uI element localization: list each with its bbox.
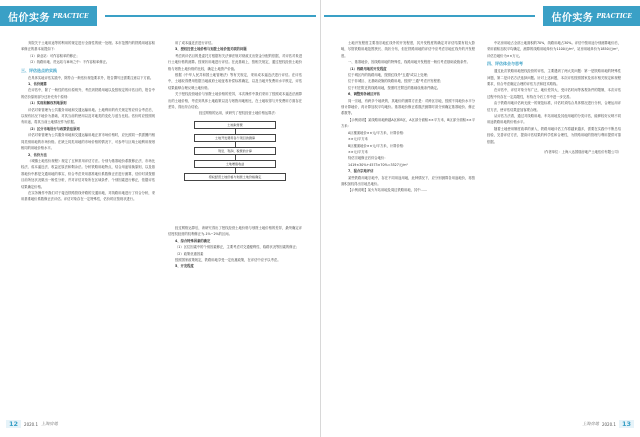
right-column-2 (487, 40, 621, 156)
paragraph: 考虑到评估目的是委托方根据有关法律法规对财政支出资金分配的依据，对评估对象进行土地价格的测算。按现状用地进行评估。在此基础上，按相关规定，通过授权经营土地价格与划拨土地价格的比较，确定土地资产价值。 (168, 53, 302, 71)
calculation-line: 1419×30%+4573×70%=3527元/m² (348, 162, 408, 167)
flow-box-price-determination: 授权经营土地价格与划拨土地价格确定 (184, 173, 286, 181)
paragraph: 从评估方法看，通过对线路用地、车站用地及其他用地的分类评估，能够较好反映不同用途铁路用地的价格水平。 (487, 114, 621, 125)
left-footer (6, 419, 58, 429)
subsection-heading: 7、混合宗地评估 (348, 169, 374, 174)
left-header (0, 6, 320, 26)
subsection-heading: 2、估价方法 (28, 152, 47, 157)
right-column-1 (341, 40, 475, 194)
left-column-2 (168, 40, 302, 270)
subsection-heading: （1）实现和解权利地原则 (28, 101, 67, 106)
section-title: 估价实务 (551, 12, 594, 24)
paragraph: 通过此次铁路用地授权经营的评估，主要遇到了两大类问题：第一是铁路用地的特殊性问题，第二是评估方法选择问题。针对上述问题，本次评估按照国家及省市相关规定和规程要求，综合考虑确定合理的评估方法和技术路线。 (487, 69, 621, 87)
calculation-line: ××元/平方米 (348, 149, 368, 154)
subsection-heading: 6、调整到各城区评估 (348, 92, 380, 97)
paragraph: 评估对象管理为公共服务用地和交通运输用地。土地利用的有关规定等应综合考虑后，以现有状况下地价为基础，对其当前的使用以及对地类的变化与适当比较。估价时应按照现有用途，将其当前土地情况作为依据。 (21, 107, 155, 125)
magazine-name: 上海房地 (41, 421, 58, 426)
paragraph: 位于村庄附近的线路用地，按照村庄附近的基础设施条件确定。 (348, 85, 441, 90)
left-header-band (0, 6, 97, 26)
list-item: （2）线路用地、货运站与車场之中：不作容积率修正。 (28, 60, 110, 65)
paragraph: 关于授权经营地价与划拨土地价格的差异，本次操作中我们采用了按照成本逼近法测算出的土地价格，考虑到具体土地政策以及与划拨用地相比，在土地取得与开发费用方面存在差异，得出综合结论。 (168, 92, 302, 110)
paragraph: 在评估中，评估对象分布广泛，地价差异大，受评估时间等客观条件的限制，本次评估过程中仍存在一定局限性，有待在今后工作中进一步完善。 (487, 88, 621, 99)
paragraph: 位于非城区、无基础设施的线路用地，按照"三通"考虑开发程度； (348, 79, 444, 84)
section-subtitle: PRACTICE (53, 12, 89, 20)
subsection-heading: 4、综合特殊因素的确定 (175, 238, 211, 243)
right-page (320, 0, 640, 437)
paragraph: 在具体实地评估实践中，除符合一般估价规范要求外，报告撰写还需要注意以下方面。 (28, 75, 154, 80)
paragraph: 同一宗地，有跨多个地块的，其地价的测算方法是：对跨区宗地，按照不同地价水平分别计算地价，再计算加权平均地价。基准地价修正系数法测算时须分别确定基准地价、修正系数等。 (341, 98, 475, 116)
paragraph: 【示例说明】某火车站用地及周边铁路用地，其中…… (348, 188, 428, 193)
paragraph: 评估对象管理为公共服务用地和交通运输用地正常市场价格时，应比照同一供需圈内相同类别用地的市场价格。在缺乏同类用地的市场价格的情况下，可参考与区域土地利用规划相同的用地价格水平。 (21, 133, 155, 151)
paragraph: 某些铁路用地宗地中，存在不同用途用地，此种情况下，应分别测算各用途地价，再按面积加权得出宗地总地价。 (341, 175, 475, 186)
flow-box-land-value-gain: 土地增值收益 (194, 160, 276, 168)
section-subtitle: PRACTICE (596, 12, 632, 20)
paragraph: 根据《中华人民共和国土地管理法》等有关规定，采用成本逼近法进行评估。在评估中，土地取得费用依据当地政府土地征收补偿标准确定，以及当地开发费用水平核定，评估结果能够合理反映土地价格。 (168, 73, 302, 90)
header-rule (324, 15, 535, 17)
calculation-line: B区楼面地价××元/平方米，计算价格： (348, 143, 407, 148)
paragraph: 【示例说明】某线路用地跨越A区和B区，A区部分面积××平方米，B区部分面积××平方米： (341, 117, 475, 129)
left-column-1 (21, 40, 155, 203)
paragraph: 由于铁路用地评估尚无统一的规范标准，评估时须结合具体情况进行分析，合理运用评估方法，使评估结果更加客观合理。 (487, 101, 621, 112)
calculation-label: 待估宗地修正后综合地价： (348, 156, 388, 161)
subsection-heading: 1、估价测算 (28, 82, 47, 87)
author-affiliation: （作者单位：上海八达国瑞房地产土地估价有限公司） (541, 150, 621, 155)
right-header (320, 6, 640, 26)
right-header-band (543, 6, 640, 26)
calculation-line: ××元/平方米 (348, 137, 368, 142)
subsection-heading: （1）线路用地的开发程度 (348, 66, 387, 71)
right-footer (582, 419, 634, 429)
paragraph: 中站房用地占全部土地面积的70%，线路用地占30%。评估中按用途分别测算地价后，采用面积加权平均确定，测算的线路用地单价为1100元/m²，站房用地单价为1850元/m²，评估总地价为××万元。 (487, 41, 621, 58)
list-item: （1）商业站：可作容积率的修正； (28, 53, 80, 58)
figure-caption: 经过网格的运用，该研究了授权经营土地价格运算法： (198, 111, 279, 116)
paragraph: 经过网格运算后，该研究得出了授权经营土地价格与划拨土地价格的差异，最终确定评估授权经营的权利修正为-1%~2%的区间。 (168, 225, 302, 237)
paragraph: 随着土地使用制度改革的深入，铁路用地评估工作将越来越多，需要在实践中不断总结经验，完善评估方法，提高评估结果的科学性和合理性，为铁路用地的管理与利用提供可靠依据。 (487, 126, 621, 144)
flow-box-development-cost: 土地开发费用各个项目的测算 (194, 134, 276, 142)
subsection-heading: 3、授权经营土地价格与划拨土地价值关联的问题 (175, 47, 247, 52)
issue-number: 2020.1 (24, 421, 39, 427)
subsection-heading: （2）区分市地设行与政策依法原则 (28, 126, 80, 131)
paragraph: 一、基准地价，因线路用地的特殊性，线路用地开发程度一般仅考虑基础设施条件。 (348, 60, 470, 65)
page-number: 13 (619, 420, 634, 428)
paragraph: 土地开发程度主要指宗地红线外的开发程度，其开发程度的确定对评估结果有较大影响，尽管铁路用地范围狭长、线状分布，但在铁路用地的评估中应考虑宗地红线外的开发程度。 (341, 41, 475, 58)
flow-box-interest-profit-tax: 利息、利润、税费的计算 (194, 147, 276, 155)
subsection-heading: 5、开发程度 (175, 264, 194, 269)
paragraph: 按照国家政策规定，铁路用地享受一定优惠政策，在评估中应予以考虑。 (175, 257, 281, 262)
header-rule (105, 15, 316, 17)
issue-number: 2020.1 (601, 421, 616, 427)
paragraph: 在评估中，除了一般性的估价原则外，考虑到铁路用地以及按规定的评估目的，报告中的估价原则部分还补充有个原则： (21, 88, 155, 99)
paragraph: （1）区位因素中的个别因素修正，主要考虑对交通便利性、临路状况等因素的修正； (175, 245, 300, 250)
magazine-name: 上海房地 (582, 421, 599, 426)
paragraph: （2）政策优惠因素 (175, 251, 204, 256)
section-title: 估价实务 (8, 12, 50, 24)
calculation-line: A区楼面地价××元/平方米，计算价格： (348, 130, 407, 135)
paragraph: 《城镇土地估价规程》规定了五种常用评估方法。分别为基准地价系数修正法、市场比较法、成本逼近法、收益还原法和剩余法。分析铁路用地特点，结合用途转换原则，以及基准地价中都是交通用地的事实，综合考虑采用基准地价系数修正法进行测算，估价时须按照目前所处状况做出一般性分析，并对评估对象所在区域条件、个别因素进行修正，依据评估结果确定价格。 (21, 158, 155, 189)
paragraph: 在实务操作中我们对于接近铁路管线旁路的交通用地，对线路用地进行了综合分析，采用基准地价系数修正法评估。评估对象存在一定特殊性，估价时应按现状进行。 (21, 190, 155, 202)
flowchart (174, 121, 296, 221)
section-heading: 三、评估选点的实践 (21, 67, 57, 73)
paragraph: 用了成本逼近法进行评估。 (175, 41, 215, 45)
section-heading: 四、评估体会与思考 (487, 61, 523, 67)
paragraph: 务院关于土地用途等的利用的规定进行全面性的统一处理。本市范围内的铁路用地容积率修正的基本前提如下： (21, 41, 155, 52)
paragraph: 位于城区内的线路用地，按照红线外"五通"或以上处理； (348, 73, 431, 78)
page-number: 12 (6, 420, 21, 428)
flow-box-land-acquisition: 土地取得费 (194, 121, 276, 129)
